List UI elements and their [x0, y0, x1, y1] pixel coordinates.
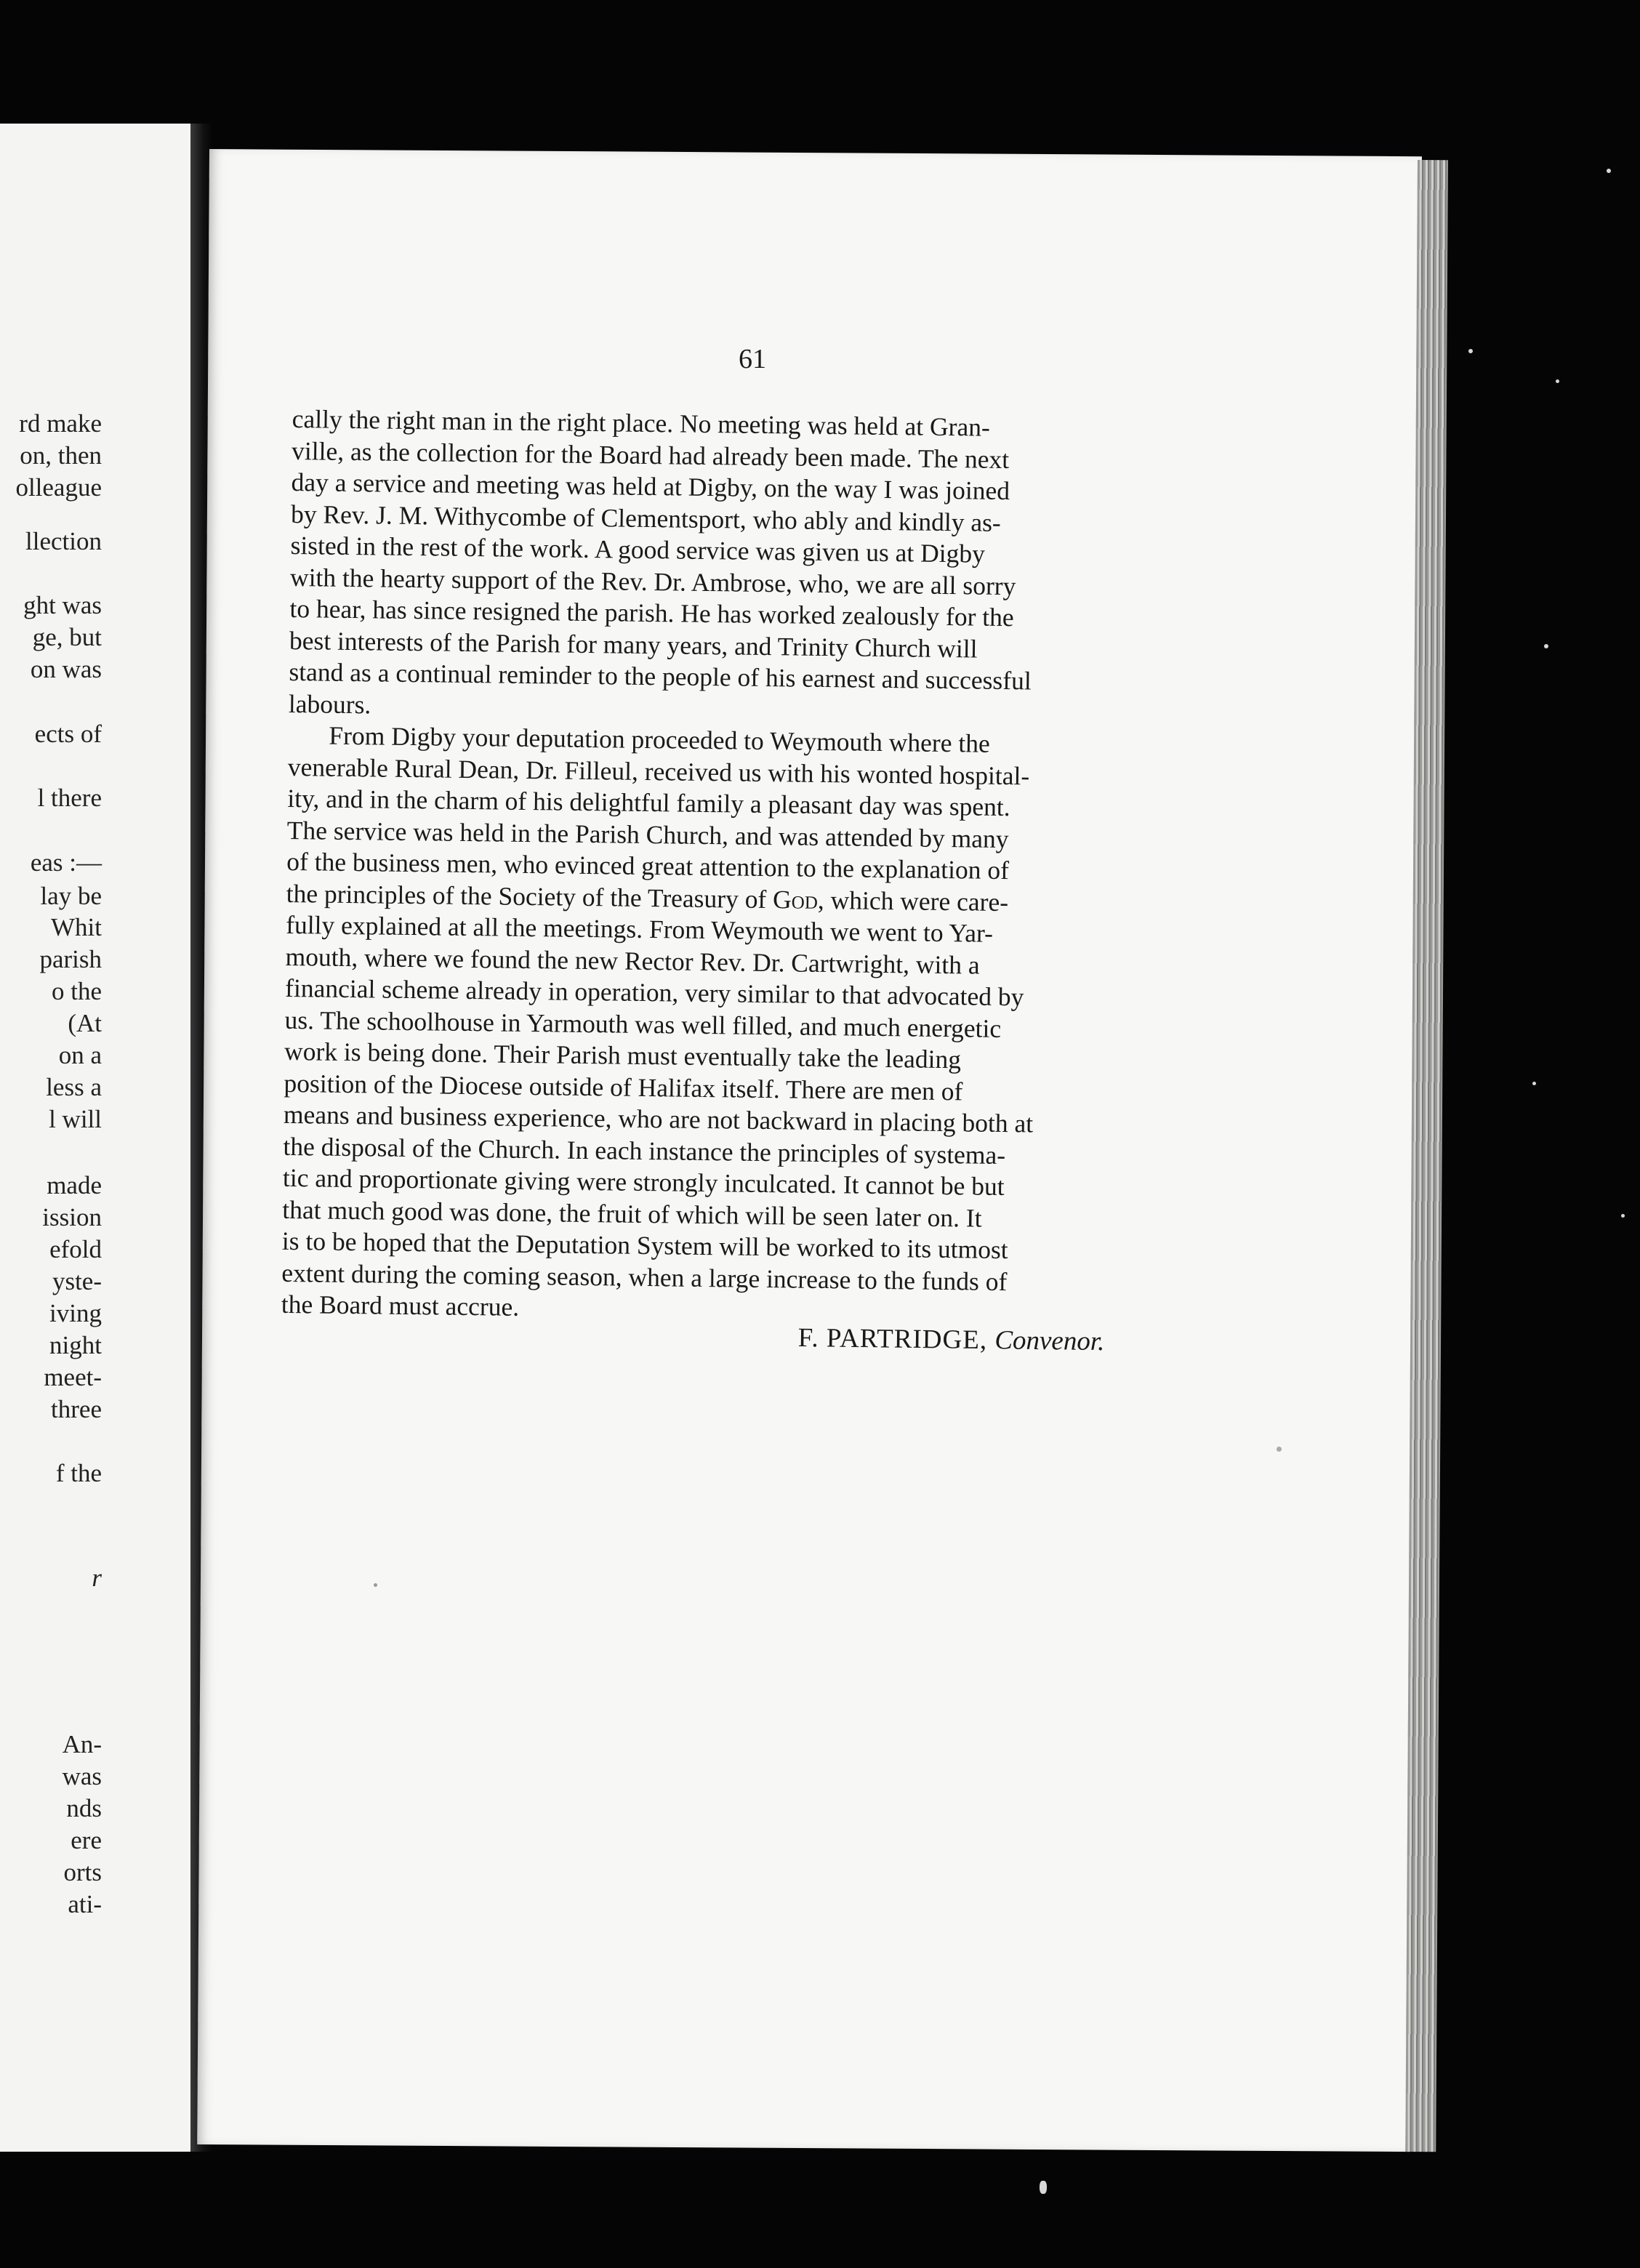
left-page-fragment: orts: [63, 1858, 102, 1886]
text-line: labours.: [288, 688, 371, 719]
text-line: is to be hoped that the Deputation System will be worked to its utmost: [281, 1226, 1008, 1265]
text-line: venerable Rural Dean, Dr. Filleul, received us with his wonted hospital-: [287, 752, 1030, 790]
left-page-fragment: nds: [66, 1794, 102, 1822]
dust-speck: [1621, 1214, 1625, 1218]
signatory-name: F. PARTRIDGE,: [797, 1322, 988, 1356]
left-page-fragment: yste-: [52, 1267, 102, 1295]
text-line: that much good was done, the fruit of which will be seen later on. It: [282, 1194, 982, 1233]
text-line: extent during the coming season, when a large increase to the funds of: [281, 1258, 1008, 1296]
left-page-fragment: olleague: [15, 473, 102, 502]
left-page-fragment: ects of: [34, 720, 102, 748]
report-text: [281, 403, 1191, 1332]
page-number: 61: [739, 344, 766, 374]
left-page-fragment: llection: [25, 527, 102, 555]
left-page-fragment: three: [51, 1395, 102, 1423]
left-page-fragment: f the: [55, 1459, 102, 1487]
left-page-fragment: less a: [46, 1073, 102, 1101]
left-page-fragment: ission: [42, 1203, 102, 1231]
left-facing-page: [0, 124, 195, 2152]
text-line: day a service and meeting was held at Digby, on the way I was joined: [291, 467, 1010, 506]
left-page-fragment: efold: [49, 1235, 102, 1263]
left-page-fragment: parish: [39, 945, 102, 973]
left-page-fragment: on was: [30, 655, 102, 683]
text-line: position of the Diocese outside of Halifax itself. There are men of: [284, 1068, 963, 1106]
dust-speck: [374, 1583, 377, 1587]
left-page-fragment: eas :—: [30, 848, 102, 877]
dust-speck: [1040, 2181, 1047, 2194]
left-page-fragment: l will: [49, 1105, 102, 1133]
signature: [797, 1322, 1104, 1357]
left-page-fragment: was: [62, 1762, 102, 1790]
left-page-fragment: ge, but: [32, 623, 102, 651]
text-segment: , which were care-: [817, 885, 1009, 917]
left-page-fragment: rd make: [19, 409, 102, 438]
left-page-fragment: on, then: [20, 441, 102, 470]
left-page-fragment: made: [47, 1171, 102, 1199]
smallcaps-word: God: [772, 884, 819, 914]
left-page-fragment: l there: [37, 784, 102, 812]
text-line: The service was held in the Parish Church, and was attended by many: [286, 815, 1009, 853]
text-line: the Board must accrue.: [281, 1289, 520, 1322]
text-line: best interests of the Parish for many years, and Trinity Church will: [289, 625, 978, 664]
text-line: work is being done. Their Parish must eventually take the leading: [284, 1036, 962, 1074]
dust-speck: [1277, 1447, 1282, 1452]
text-line: financial scheme already in operation, very similar to that advocated by: [284, 973, 1024, 1012]
text-line: means and business experience, who are not backward in placing both at: [283, 1099, 1034, 1138]
text-line: mouth, where we found the new Rector Rev. Dr. Cartwright, with a: [285, 941, 980, 980]
dust-speck: [1468, 349, 1473, 353]
text-line: to hear, has since resigned the parish. He has worked zealously for the: [289, 593, 1014, 632]
left-page-fragment: ere: [71, 1826, 102, 1854]
left-page-fragment: ati-: [68, 1890, 102, 1918]
text-line: stand as a continual reminder to the people of his earnest and successful: [289, 656, 1032, 696]
text-line: From Digby your deputation proceeded to Weymouth where the: [329, 720, 991, 758]
dust-speck: [1532, 1082, 1536, 1085]
left-page-fragment: iving: [49, 1299, 102, 1327]
left-page-fragment: o the: [51, 977, 102, 1005]
text-line: ville, as the collection for the Board had already been made. The next: [291, 435, 1010, 474]
text-line: of the business men, who evinced great attention to the explanation of: [286, 846, 1010, 885]
text-line: us. The schoolhouse in Yarmouth was well filled, and much energetic: [284, 1005, 1002, 1043]
dust-speck: [1556, 379, 1559, 383]
left-page-fragment: on a: [58, 1041, 102, 1069]
text-line: with the hearty support of the Rev. Dr. Ambrose, who, we are all sorry: [289, 562, 1016, 600]
left-page-fragment: r: [92, 1564, 102, 1592]
dust-speck: [1607, 169, 1611, 173]
left-page-fragment: ght was: [23, 591, 102, 619]
text-line: sisted in the rest of the work. A good service was given us at Digby: [290, 530, 986, 568]
text-segment: the principles of the Society of the Treasury of: [286, 878, 767, 914]
text-line: tic and proportionate giving were strongly inculcated. It cannot be but: [282, 1162, 1005, 1202]
signatory-title: Convenor.: [994, 1325, 1105, 1357]
left-page-fragment: Whit: [51, 913, 102, 941]
text-line: fully explained at all the meetings. From Weymouth we went to Yar-: [285, 909, 994, 948]
text-line: by Rev. J. M. Withycombe of Clementsport, who ably and kindly as-: [290, 499, 1001, 537]
left-page-fragment: An-: [62, 1730, 102, 1758]
dust-speck: [1544, 644, 1548, 648]
left-page-fragment: (At: [68, 1009, 102, 1037]
text-line: the disposal of the Church. In each instance the principles of systema-: [283, 1131, 1006, 1170]
left-page-fragment: lay be: [40, 882, 102, 910]
text-line: cally the right man in the right place. No meeting was held at Gran-: [292, 403, 991, 442]
left-page-fragment: night: [49, 1331, 102, 1359]
left-page-fragment: meet-: [44, 1363, 102, 1391]
text-line: ity, and in the charm of his delightful family a pleasant day was spent.: [287, 783, 1010, 822]
